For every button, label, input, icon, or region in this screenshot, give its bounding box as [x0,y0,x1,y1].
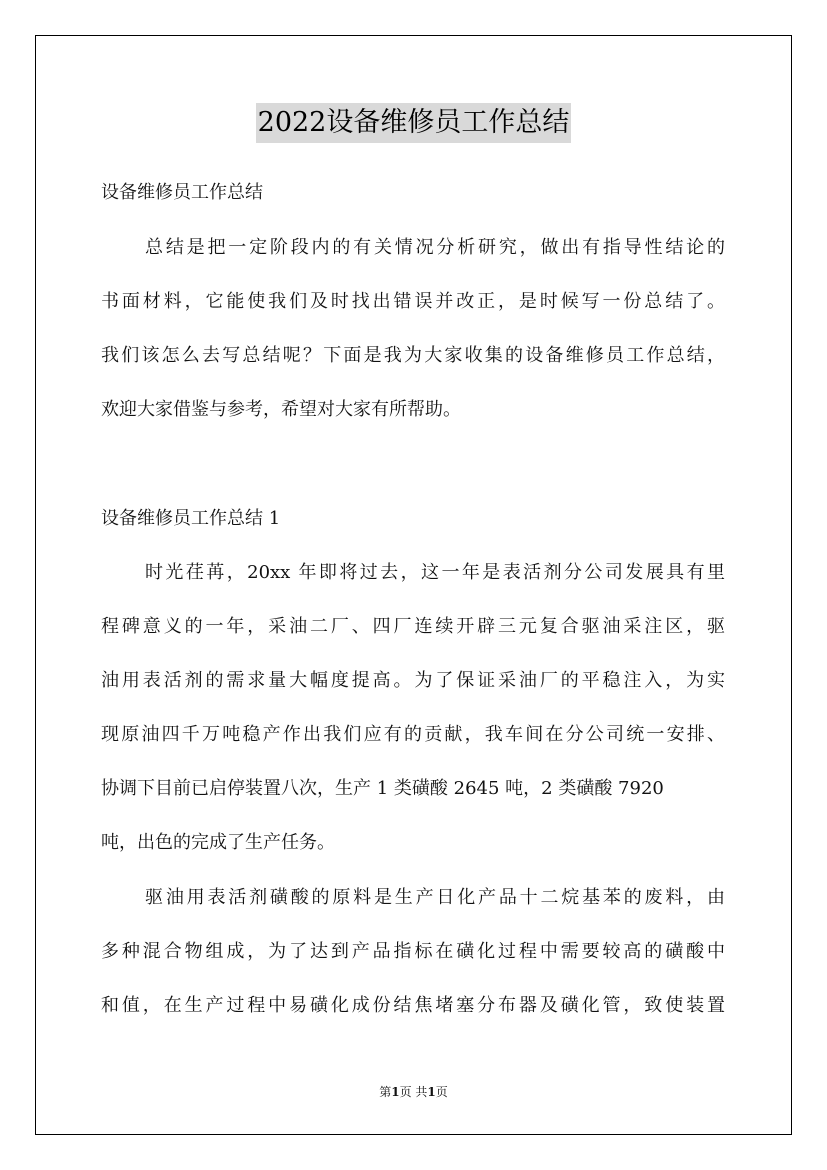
section-heading: 设备维修员工作总结 [101,182,263,203]
page-prefix: 第 [379,1085,392,1099]
paragraph-line: 我们该怎么去写总结呢？下面是我为大家收集的设备维修员工作总结， [101,345,725,366]
paragraph-line: 时光荏苒，20xx 年即将过去，这一年是表活剂分公司发展具有里 [145,562,725,583]
title-container [0,103,827,143]
page-mid: 页 共 [399,1085,428,1099]
paragraph-line: 现原油四千万吨稳产作出我们应有的贡献，我车间在分公司统一安排、 [101,724,725,745]
paragraph-line: 书面材料，它能使我们及时找出错误并改正，是时候写一份总结了。 [101,291,725,312]
page-current: 1 [391,1085,400,1099]
paragraph-line: 欢迎大家借鉴与参考，希望对大家有所帮助。 [101,399,461,420]
paragraph-line: 程碑意义的一年，采油二厂、四厂连续开辟三元复合驱油采注区，驱 [101,616,725,637]
paragraph-line: 吨，出色的完成了生产任务。 [101,832,335,853]
paragraph-line: 总结是把一定阶段内的有关情况分析研究，做出有指导性结论的 [145,237,725,258]
paragraph-line: 油用表活剂的需求量大幅度提高。为了保证采油厂的平稳注入，为实 [101,670,725,691]
paragraph-line: 驱油用表活剂磺酸的原料是生产日化产品十二烷基苯的废料，由 [145,887,725,908]
paragraph-line: 协调下目前已启停装置八次，生产 1 类磺酸 2645 吨，2 类磺酸 7920 [101,778,664,799]
page-footer [0,1083,827,1101]
paragraph-line: 和值，在生产过程中易磺化成份结焦堵塞分布器及磺化管，致使装置 [101,995,725,1016]
section-heading: 设备维修员工作总结 1 [101,508,281,529]
document-title: 2022设备维修员工作总结 [256,103,572,143]
paragraph-line: 多种混合物组成，为了达到产品指标在磺化过程中需要较高的磺酸中 [101,941,725,962]
page-suffix: 页 [435,1085,448,1099]
page-total: 1 [427,1085,436,1099]
